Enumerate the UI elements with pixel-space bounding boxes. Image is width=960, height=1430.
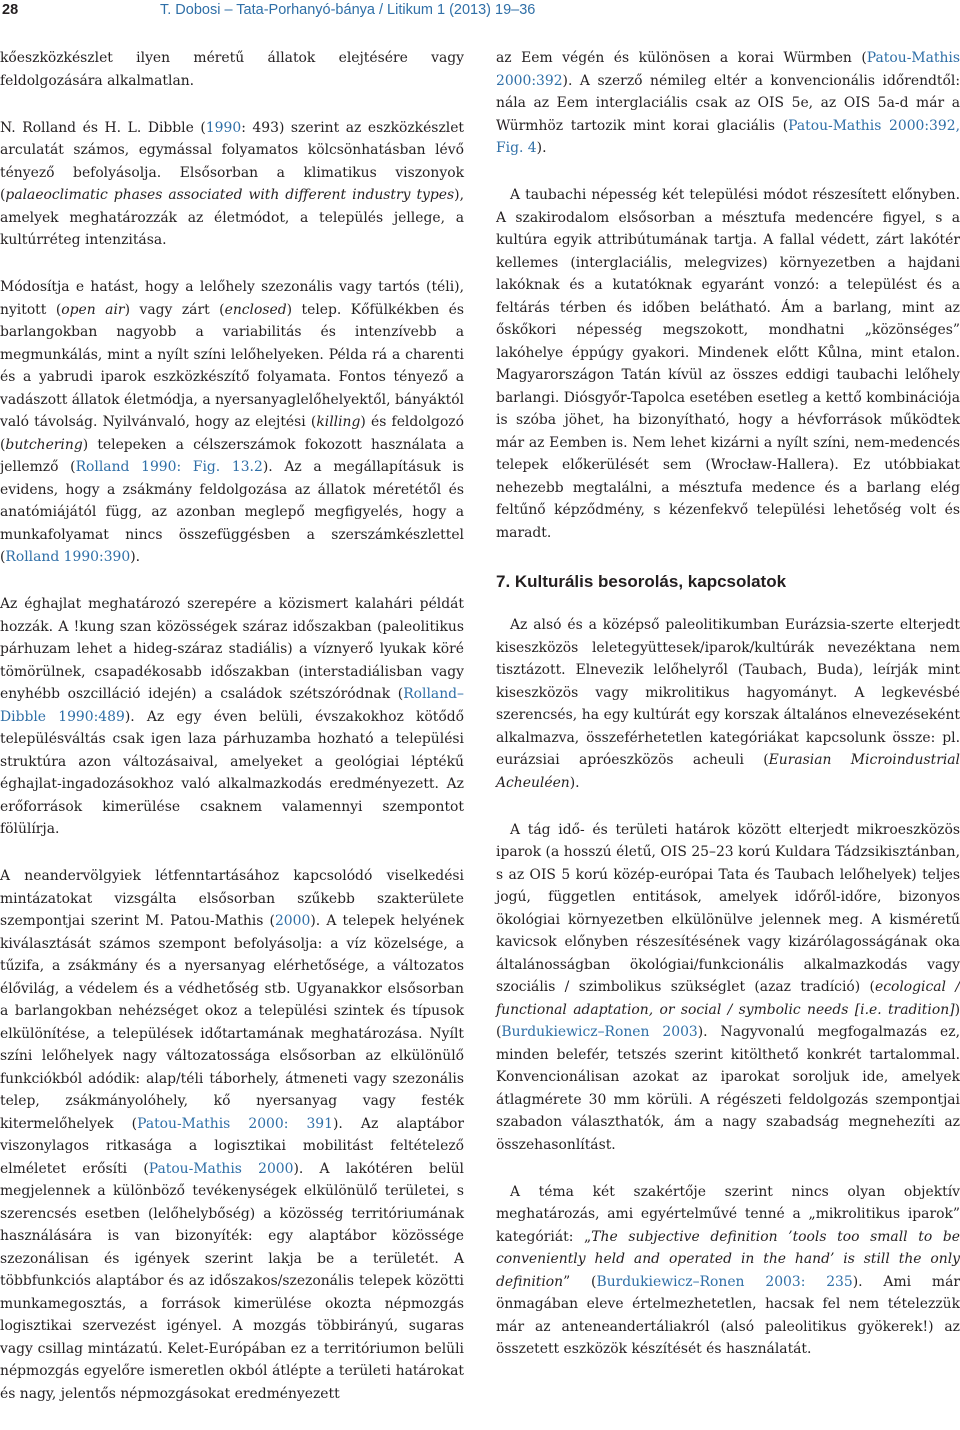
text-run: ), amelyek meghatározzák az életmódot, a település jellege, a kultúrréteg intenzitása. — [0, 187, 464, 248]
citation-link[interactable]: 1990 — [205, 119, 242, 136]
text-run: ). Ami már önmagában eleve értelmezhetetlen, hacsak fel nem tételezzük már az anteneandertáliakról (alsó paleolitikus gyökerek!) az összetett eszközök készítését és használatát. — [496, 1273, 960, 1357]
paragraph — [0, 593, 464, 841]
paragraph — [496, 1181, 960, 1361]
text-run: ) telep. Kőfülkékben és barlangokban nagyobb a variabilitás és intenzívebb a megmunkálás, mint a nyílt színi lelőhelyeken. Példa rá a charenti és a yabrudi iparok eszközkészítő folyamata. Fontos tényező a vadászott állatok életmódja, a nyersanyaglelőhelyektől, bányáktól való távolság. Nyilvánvaló, hogy az elejtési ( — [0, 301, 465, 430]
citation-link[interactable]: Patou-Mathis 2000:392 — [496, 50, 960, 89]
text-run: ” ( — [563, 1273, 597, 1290]
page-number: 28 — [2, 2, 19, 18]
italic-text: ecological / functional adaptation, or social / symbolic needs [i.e. tradition] — [496, 979, 960, 1018]
page-header — [0, 0, 960, 28]
italic-text: The subjective definition ’tools too small to be conveniently held and operated in the hand’ is still the only definition — [496, 1228, 960, 1290]
text-run: A téma két szakértője szerint nincs olyan objektív meghatározás, ami egyértelművé tenné a „mikrolitikus iparok” kategóriát: „ — [496, 1183, 960, 1245]
text-run: ) telepeken a célszerszámok fokozott használata a jellemző ( — [0, 436, 464, 475]
text-run: ). Az alaptábor viszonylagos ritkasága a logisztikai mobilitást feltételező elméletet erősíti ( — [0, 1115, 464, 1177]
text-run: ). A lakótéren belül megjelennek a különböző tevékenységek elkülönülő területei, s szerencsés esetben (lelőhelybőség) a közösség territóriumának használására is van bizonyíték: egy alaptábor közössége szezonálisan és igények szerint lakja be a területét. A többfunkciós alaptábor és az időszakos/szezonális telepek közötti munkamegosztás, a források kimerülése okozta népmozgás logisztikai szervezést igényel. A mozgás többirányú, sugaras vagy csillag mintázatú. Kelet-Európában ez a territóriumon belüli népmozgás egyelőre ismeretlen okból átlépte a területi határokat és nagy, jelentős népmozgásokat eredményezett — [0, 1160, 464, 1402]
text-run: Módosítja e hatást, hogy a lelőhely szezonális vagy tartós (téli), nyitott ( — [0, 279, 464, 318]
text-run: ). A telepek helyének kiválasztását számos szempont befolyásolja: a víz közelsége, a tűzifa, a zsákmány és a nyersanyag elérhetősége, a változatos élővilág, a védelem és a védhetőség stb. Ugyanakkor elsősorban a barlangokban nehézséget okoz a települési szintek és típusok elkülönítése, a települések időtartamának meghatározása. Nyílt színi lelőhelyek nagy változatossága elsősorban az elkülönülő funkciókból adódik: alap/téli táborhely, átmeneti vagy szezonális telep, zsákmányolóhely, kő nyersanyag vagy festék kitermelőhelyek ( — [0, 913, 465, 1132]
text-run: az Eem végén és különösen a korai Würmben ( — [496, 50, 867, 66]
italic-text: killing — [316, 414, 361, 430]
citation-link[interactable]: Patou-Mathis 2000 — [148, 1160, 294, 1177]
text-run: ). Az egy éven belüli, évszakokhoz kötődő településváltás csak igen laza párhuzamba hozható a települési struktúra azon változásaival, amelyeket a geológiai léptékű éghajlat-ingadozásokhoz való alkalmazkodás eredményezett. Az erőforrások kimerülése csaknem valamennyi szempontot fölülírja. — [0, 708, 464, 837]
paragraph — [0, 117, 464, 252]
citation-link[interactable]: Rolland 1990:390 — [5, 549, 131, 565]
paragraph — [0, 276, 464, 569]
text-run: Az alsó és a középső paleolitikumban Eurázsia-szerte elterjedt kiseszközös leletegyüttesek/iparok/kultúrák nevezéktana nem tisztázott. Elnevezik lelőhelyről (Taubach, Buda), leírják mint kiseszközös vagy mikrolitikus hagyományt. A legkevésbé szerencsés, ha egy kultúrát egy korszak általános elnevezéseként alkalmazva, összeférhetetlen kategóriákat kapcsolunk össze: pl. eurázsiai apróeszközös acheuli ( — [496, 617, 960, 768]
italic-text: butchering — [5, 436, 83, 453]
text-run: ) ( — [496, 1001, 960, 1040]
italic-text: Eurasian Microindustrial Acheuléen — [496, 752, 960, 791]
text-run: ). A szerző némileg eltér a konvencionális időrendtől: nála az Eem interglaciális csak az OIS 5e, az OIS 5a-d már a Würmhöz tartozik mint korai glaciális ( — [496, 72, 960, 134]
left-column — [0, 47, 464, 1430]
text-run: A taubachi népesség két települési módot részesített előnyben. A szakirodalom elsősorban a mésztufa medencére figyel, s a kultúra egyik attribútumának tartja. A fallal védett, zárt lakótér kellemes (interglaciális, melegvizes) környezetben a hajdani lakóknak és a kutatóknak egyaránt vonzó: a települést és a feltárás térben és időben belátható. Ám a barlang, mint az őskőkori népesség megszokott, mondhatni „közönséges” lakóhelye éppúgy gyakori. Mindenek előtt Kůlna, mint etalon. Magyarországon Tatán kívül az összes eddigi taubachi lelőhely barlangi. Diósgyőr-Tapolca esetében esetleg a kettő kombinációja is szóba jöhet, ha bizonyítható, hogy a hévforrások működtek már az Eemben is. Nem lehet kizárni a nyílt színi, nem-medencés telepek előkerülését sem (Wrocław-Hallera). Ez utóbbiakat nehezebb megtalálni, a mésztufa medence és a barlang elég feltűnő képződmény, s kézenfekvő települési lehetőség volt és maradt. — [496, 187, 960, 541]
citation-link[interactable]: Rolland 1990: Fig. 13.2 — [75, 459, 263, 475]
italic-text: open air — [61, 301, 125, 318]
citation-link[interactable]: Rolland–Dibble 1990:489 — [0, 686, 464, 725]
text-run: ). Nagyvonalú megfogalmazás ez, minden belefér, tetszés szerint kitölthető konkrét tartalommal. Konvencionálisan azokat az iparokat soroljuk ide, amelyek átlagmérete 30 mm körüli. A régészeti feldolgozás szempontjai szabadon választhatók, ám a nagy szabadság megnehezíti az összehasonlítást. — [496, 1024, 960, 1153]
text-run: A neandervölgyiek létfenntartásához kapcsolódó viselkedési mintázatokat vizsgálta elsősorban szűkebb szakterülete szempontjai szerint M. Patou-Mathis ( — [0, 868, 464, 929]
text-run: A tág idő- és területi határok között elterjedt mikroeszközös iparok (a hosszú életű, OIS 25–23 korú Kuldara Tádzsikisztánban, s az OIS 5 korú közép-európai Tata és Taubach lelőhelyek) teljes jogú, független entitások, amelyek időről-időre, bizonyos ökológiai környezetben elkülönülve jelennek meg. A kisméretű kavicsok előnyben részesítésének vagy kizárólagosságának oka általánosságban ökológiai/funkcionális alkalmazkodás vagy szociális / szimbolikus szükséglet (azaz tradíció) ( — [496, 821, 960, 995]
text-run: ). — [130, 549, 141, 565]
italic-text: palaeoclimatic phases associated with different industry types — [5, 187, 455, 203]
text-run: : 493) szerint az eszközkészlet arculatát számos, egymással folyamatos kölcsönhatásban lévő tényező befolyásolja. Elsősorban a klimatikus viszonyok ( — [0, 119, 465, 203]
text-run: ) vagy zárt ( — [124, 301, 225, 318]
paragraph — [496, 184, 960, 544]
text-run: ). Az a megállapításuk is evidens, hogy a zsákmány feldolgozása az állatok méretétől és anatómiájától függ, az azonban meglepő megfigyelés, hogy a munkafolyamat nincs összefüggésben a szerszámkészlettel ( — [0, 459, 464, 565]
citation-link[interactable]: 2000 — [274, 913, 311, 929]
paragraph — [496, 47, 960, 160]
text-run: ). — [536, 140, 547, 156]
paragraph — [496, 614, 960, 794]
text-run: ). — [569, 774, 580, 791]
citation-link[interactable]: Burdukiewicz–Ronen 2003 — [501, 1024, 698, 1040]
text-run: ) és feldolgozó ( — [0, 414, 464, 453]
citation-link[interactable]: Burdukiewicz–Ronen 2003: 235 — [596, 1273, 853, 1290]
paragraph — [0, 47, 464, 92]
section-heading: 7. Kulturális besorolás, kapcsolatok — [496, 572, 787, 591]
text-run: N. Rolland és H. L. Dibble ( — [0, 119, 206, 136]
citation-link[interactable]: Patou-Mathis 2000:392, Fig. 4 — [496, 117, 960, 156]
right-column — [496, 47, 960, 1385]
paragraph — [496, 819, 960, 1157]
citation-link[interactable]: Patou-Mathis 2000: 391 — [137, 1115, 333, 1132]
text-run: Az éghajlat meghatározó szerepére a közismert kalahári példát hozzák. A !kung szan közösségek száraz időszakban (paleolitikus párhuzam lehet a hideg-száraz stadiális) a víznyerő lyukak köré tömörülnek, csapadékosabb időszakban (interstadiálisban vagy enyhébb oszcilláció idején) a családok szétszóródnak ( — [0, 596, 464, 702]
italic-text: enclosed — [224, 301, 287, 318]
paragraph — [0, 865, 464, 1405]
running-head: T. Dobosi – Tata-Porhanyó-bánya / Litikum 1 (2013) 19–36 — [160, 2, 536, 18]
text-run: kőeszközkészlet ilyen méretű állatok elejtésére vagy feldolgozására alkalmatlan. — [0, 50, 464, 89]
